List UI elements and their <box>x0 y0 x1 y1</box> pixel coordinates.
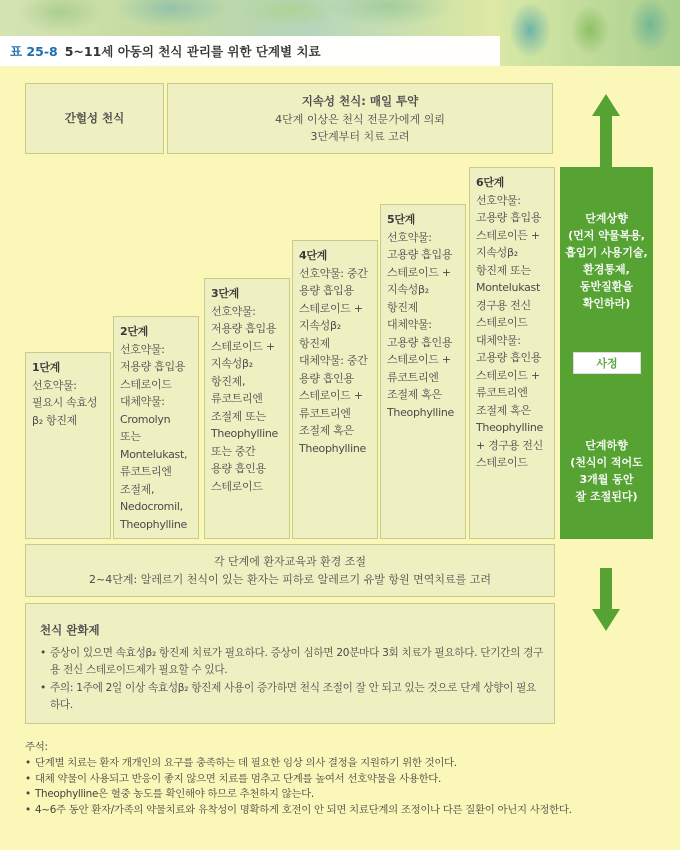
panel-line: (천식이 적어도 <box>570 456 643 469</box>
list-item <box>40 680 544 715</box>
assess-badge: 사정 <box>573 352 641 374</box>
step-line: 스테로이든 + <box>476 228 540 242</box>
step-2-box <box>113 316 199 539</box>
reliever-list <box>40 645 544 715</box>
step-line: Cromolyn <box>120 412 171 426</box>
education-box <box>25 544 555 597</box>
step-down-arrow-icon <box>592 609 620 631</box>
step-5-box <box>380 204 466 539</box>
step-line: 지속성β₂ <box>299 319 341 332</box>
bullet-icon: • <box>40 646 46 659</box>
education-line: 2~4단계: 알레르기 천식이 있는 환자는 피하로 알레르기 유발 항원 면역치료를 고려 <box>89 572 491 586</box>
step-line: Montelukast <box>476 281 540 294</box>
bullet-icon: • <box>25 804 31 817</box>
step-line: 대체약물: 중간 <box>299 354 368 367</box>
panel-line: 환경통제, <box>583 263 630 276</box>
step-title: 6단계 <box>476 176 505 189</box>
step-line: 조절제 혹은 <box>299 424 354 437</box>
persistent-asthma-line: 4단계 이상은 천식 전문가에게 의뢰 <box>275 112 445 126</box>
step-line: 스테로이드 + <box>476 368 540 382</box>
table-title-text: 5~11세 아동의 천식 관리를 위한 단계별 치료 <box>64 44 321 59</box>
list-item <box>40 645 544 680</box>
step-line: 지속성β₂ <box>387 283 429 296</box>
step-line: 대체약물: <box>476 333 521 347</box>
step-title: 5단계 <box>387 213 416 226</box>
list-item-text: 주의: 1주에 2일 이상 속효성β₂ 항진제 사용이 증가하면 천식 조절이 잘 안 되고 있는 것으로 단계 상향이 필요하다. <box>50 681 536 711</box>
step-line: 필요시 속효성 <box>32 396 98 409</box>
step-line: 선호약물: <box>476 193 521 207</box>
step-line: Theophylline <box>120 517 187 531</box>
step-line: 항진제 또는 <box>476 263 531 277</box>
panel-line: 흡입기 사용기술, <box>565 246 648 259</box>
step-line: 선호약물: <box>211 304 256 318</box>
step-line: 조절제 혹은 <box>387 388 442 401</box>
list-item-text: 증상이 있으면 속효성β₂ 항진제 치료가 필요하다. 증상이 심하면 20분마다 3회 치료가 필요하다. 단기간의 경구용 전신 스테로이드제가 필요할 수 있다. <box>50 646 543 676</box>
header-decoration-image <box>500 0 680 66</box>
step-line: 류코트리엔 <box>211 392 263 405</box>
step-line: 용량 흡인용 <box>299 371 354 385</box>
list-item-text: Theophylline은 혈중 농도를 확인해야 하므로 추천하지 않는다. <box>35 788 314 801</box>
step-line: Theophylline <box>299 441 366 455</box>
step-up-text <box>560 210 653 312</box>
education-line: 각 단계에 환자교육과 환경 조절 <box>213 555 367 568</box>
panel-line: 단계하향 <box>585 439 628 452</box>
step-line: 류코트리엔 <box>387 370 439 384</box>
panel-line: (먼저 약물복용, <box>568 229 645 242</box>
step-line: β₂ 항진제 <box>32 413 78 427</box>
table-title <box>0 36 500 66</box>
bullet-icon: • <box>25 756 31 769</box>
reliever-box <box>25 603 555 724</box>
panel-line: 확인하라) <box>582 297 631 310</box>
bullet-icon: • <box>25 772 31 785</box>
step-line: 고용량 흡입용 <box>476 211 542 224</box>
step-4-box <box>292 240 378 539</box>
notes-title: 주석: <box>25 741 48 753</box>
step-line: 류코트리엔 <box>476 386 528 399</box>
persistent-asthma-box <box>167 83 553 154</box>
step-line: 선호약물: 중간 <box>299 266 368 280</box>
step-6-box <box>469 167 555 539</box>
panel-line: 동반질환을 <box>579 280 634 293</box>
step-line: 용량 흡입용 <box>299 284 354 297</box>
step-line: 저용량 흡입용 <box>120 360 186 373</box>
list-item <box>25 803 665 819</box>
step-line: 항진제 <box>387 300 418 314</box>
step-line: 스테로이드 + <box>299 389 363 402</box>
step-line: 류코트리엔 <box>120 465 172 478</box>
step-down-arrow-shaft <box>600 568 612 610</box>
step-line: 류코트리엔 <box>299 406 351 420</box>
step-line: 스테로이드 + <box>211 339 275 353</box>
list-item <box>25 756 665 772</box>
step-up-arrow-icon <box>592 94 620 116</box>
panel-line: 단계상향 <box>585 212 628 225</box>
step-line: 선호약물: <box>387 230 432 244</box>
step-1-box <box>25 352 111 539</box>
step-title: 1단계 <box>32 361 61 374</box>
list-item <box>25 772 665 788</box>
notes-section <box>25 740 665 819</box>
step-line: Theophylline <box>387 405 454 419</box>
step-line: 항진제 <box>299 336 330 350</box>
table-label: 표 25-8 <box>10 44 58 59</box>
step-line: 지속성β₂ <box>476 246 518 259</box>
step-line: 스테로이드 <box>476 316 528 329</box>
step-line: 스테로이드 <box>476 456 528 469</box>
step-line: 선호약물: <box>120 342 165 356</box>
step-adjust-panel <box>560 167 653 539</box>
step-line: Nedocromil, <box>120 500 183 513</box>
step-line: 스테로이드 + <box>387 265 451 279</box>
step-title: 4단계 <box>299 249 328 262</box>
step-line: 스테로이드 <box>211 479 263 493</box>
step-down-text <box>560 437 653 505</box>
step-line: 스테로이드 <box>120 377 172 391</box>
step-line: 조절제 또는 <box>211 409 266 423</box>
step-line: 대체약물: <box>120 395 165 408</box>
step-line: 또는 <box>120 430 141 443</box>
step-line: 조절제, <box>120 482 155 496</box>
step-3-box <box>204 278 290 539</box>
step-line: 용량 흡인용 <box>211 462 266 475</box>
step-line: 항진제, <box>211 374 246 388</box>
list-item-text: 단계별 치료는 환자 개개인의 요구를 충족하는 데 필요한 임상 의사 결정을 지원하기 위한 것이다. <box>35 756 457 769</box>
header-banner <box>0 0 680 66</box>
reliever-title: 천식 완화제 <box>40 623 100 637</box>
bullet-icon: • <box>40 681 46 694</box>
step-line: Theophylline <box>211 427 278 440</box>
step-line: 경구용 전신 <box>476 298 531 312</box>
step-line: 고용량 흡입용 <box>387 248 453 261</box>
step-line: 대체약물: <box>387 318 432 331</box>
step-line: 고용량 흡인용 <box>387 335 453 349</box>
step-line: 고용량 흡인용 <box>476 351 542 364</box>
step-title: 2단계 <box>120 325 149 338</box>
panel-line: 3개월 동안 <box>579 473 634 486</box>
step-line: 선호약물: <box>32 378 77 392</box>
persistent-asthma-line: 3단계부터 치료 고려 <box>310 130 410 143</box>
list-item-text: 4~6주 동안 환자/가족의 약물치료와 유착성이 명확하게 호전이 안 되면 치료단계의 조정이나 다른 질환이 아닌지 사정한다. <box>35 804 572 817</box>
step-line: 또는 중간 <box>211 444 256 458</box>
list-item <box>25 787 665 803</box>
step-up-arrow-shaft <box>600 114 612 167</box>
step-line: Theophylline <box>476 421 543 434</box>
step-title: 3단계 <box>211 287 240 300</box>
intermittent-asthma-label: 간헐성 천식 <box>64 110 125 125</box>
panel-line: 잘 조절된다) <box>575 490 638 503</box>
list-item-text: 대체 약물이 사용되고 반응이 좋지 않으면 치료를 멈추고 단계를 높여서 선호약물을 사용한다. <box>35 772 442 785</box>
notes-list <box>25 756 665 819</box>
bullet-icon: • <box>25 788 31 801</box>
step-line: Montelukast, <box>120 447 188 461</box>
step-line: + 경구용 전신 <box>476 438 543 452</box>
step-line: 조절제 혹은 <box>476 403 531 417</box>
step-line: 저용량 흡입용 <box>211 322 277 335</box>
intermittent-asthma-box <box>25 83 164 154</box>
step-line: 스테로이드 + <box>299 301 363 315</box>
persistent-asthma-title: 지속성 천식: 매일 투약 <box>301 94 419 108</box>
step-line: 스테로이드 + <box>387 353 451 366</box>
step-line: 지속성β₂ <box>211 357 253 370</box>
